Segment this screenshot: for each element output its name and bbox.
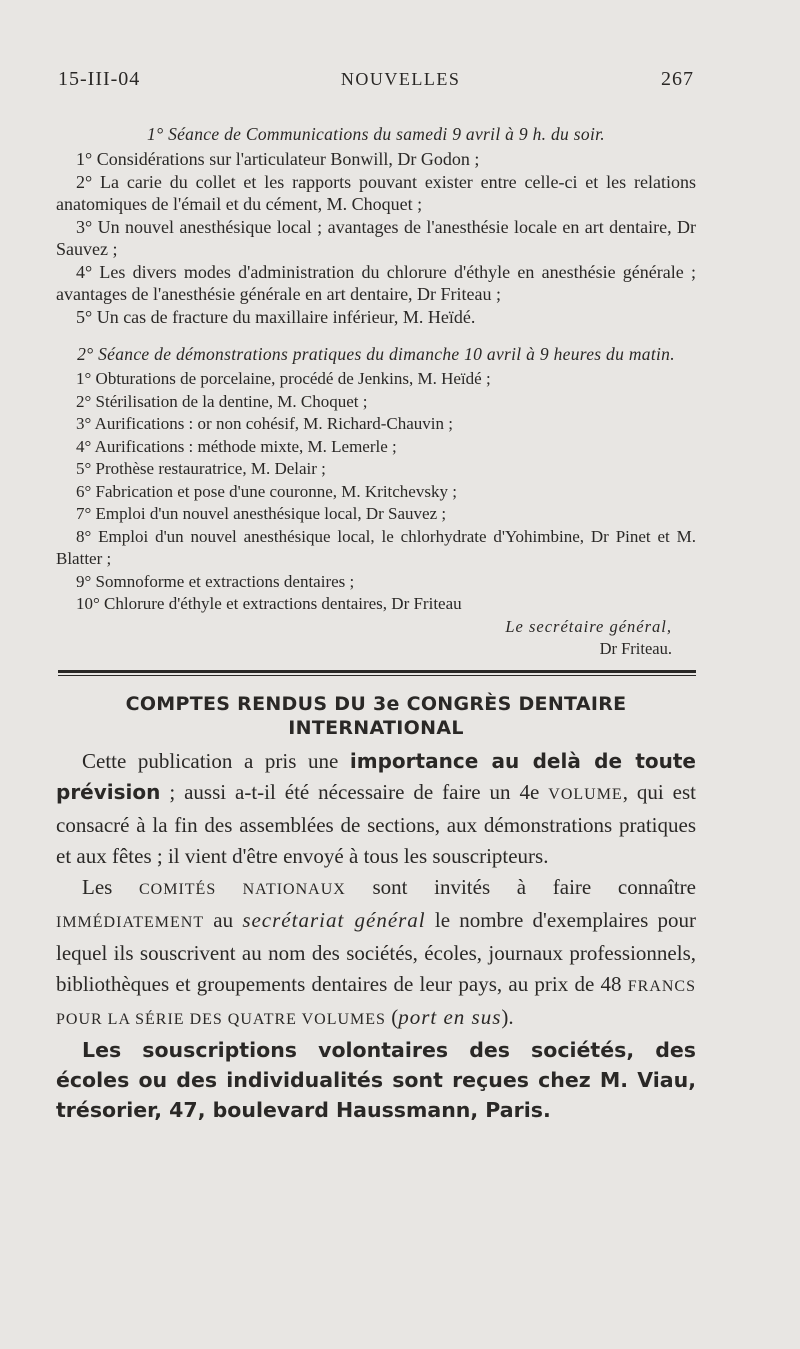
- small-caps-text: COMITÉS NATIONAUX: [138, 880, 346, 898]
- session-1-title: 1° Séance de Communications du samedi 9 avril à 9 h. du soir.: [147, 124, 605, 144]
- text-run: Les: [82, 874, 139, 899]
- session-1-item: 4° Les divers modes d'administration du chlorure d'éthyle en anesthésie générale ; avantages de l'anesthésie générale en art dentaire, Dr Friteau ;: [56, 261, 696, 304]
- announcement-paragraph-1: [56, 746, 696, 872]
- session-2-title: 2° Séance de démonstrations pratiques du dimanche 10 avril à 9 heures du matin.: [77, 344, 675, 364]
- emphasis-text: importance au delà de toute prévision: [56, 748, 696, 804]
- session-1-item: 3° Un nouvel anesthésique local ; avantages de l'anesthésie locale en art dentaire, Dr Sauvez ;: [56, 216, 696, 259]
- page-number: 267: [661, 68, 694, 90]
- text-run: Cette publication a pris une: [82, 748, 350, 773]
- announcement-paragraph-2: [56, 872, 696, 1035]
- text-run: sont invités à faire connaître: [345, 874, 696, 899]
- session-2-item: 5° Prothèse restauratrice, M. Delair ;: [76, 459, 326, 478]
- issue-date: 15-III-04: [58, 68, 141, 90]
- session-2-item: 10° Chlorure d'éthyle et extractions dentaires, Dr Friteau: [76, 594, 462, 613]
- session-2-item: 6° Fabrication et pose d'une couronne, M. Kritchevsky ;: [76, 481, 457, 501]
- small-caps-text: IMMÉDIATEMENT: [56, 913, 205, 931]
- signature-name: Dr Friteau.: [599, 638, 672, 658]
- section-divider: [56, 670, 696, 676]
- italic-text: secrétariat général: [242, 907, 426, 932]
- session-2-item: 1° Obturations de porcelaine, procédé de Jenkins, M. Heïdé ;: [76, 369, 491, 388]
- small-caps-text: VOLUME: [548, 785, 623, 803]
- small-caps-text: FRANCS POUR LA SÉRIE DES QUATRE VOLUMES: [56, 977, 696, 1028]
- running-title: NOUVELLES: [340, 69, 461, 89]
- signature-block: [56, 616, 696, 660]
- text-run: au: [204, 907, 243, 932]
- announcement-paragraph-3: Les souscriptions volontaires des sociétés, des écoles ou des individualités sont reçues chez M. Viau, trésorier, 47, boulevard Haussmann, Paris.: [56, 1037, 696, 1122]
- text-run: , qui est consacré à la fin des assemblées de sections, aux démonstrations pratiques et aux fêtes ; il vient d'être envoyé à tous les souscripteurs.: [56, 779, 696, 868]
- text-run: (: [385, 1004, 399, 1029]
- session-2-item: 3° Aurifications : or non cohésif, M. Richard-Chauvin ;: [76, 414, 453, 433]
- session-2-item: 4° Aurifications : méthode mixte, M. Lemerle ;: [76, 436, 397, 456]
- page-content: [56, 122, 696, 1125]
- session-2-item: 8° Emploi d'un nouvel anesthésique local, le chlorhydrate d'Yohimbine, Dr Pinet et M. Blatter ;: [56, 526, 696, 568]
- session-2-item: 2° Stérilisation de la dentine, M. Choquet ;: [76, 391, 368, 411]
- signature-role: Le secrétaire général,: [505, 616, 672, 636]
- session-1-item: 2° La carie du collet et les rapports pouvant exister entre celle-ci et les relations anatomiques de l'émail et du cément, M. Choquet ;: [56, 171, 696, 214]
- session-2-item: 7° Emploi d'un nouvel anesthésique local, Dr Sauvez ;: [76, 504, 447, 523]
- session-2-item: 9° Somnoforme et extractions dentaires ;: [76, 571, 355, 591]
- text-run: ; aussi a-t-il été nécessaire de faire un 4e: [160, 779, 549, 804]
- text-run: le nombre d'exemplaires pour lequel ils souscrivent au nom des sociétés, écoles, journaux professionnels, bibliothèques et groupements dentaires de leur pays, au prix de 48: [56, 907, 696, 996]
- session-1-item: 1° Considérations sur l'articulateur Bonwill, Dr Godon ;: [76, 149, 480, 169]
- page-header: [58, 68, 694, 91]
- session-1-item: 5° Un cas de fracture du maxillaire inférieur, M. Heïdé.: [76, 306, 476, 327]
- section-heading: COMPTES RENDUS DU 3e CONGRÈS DENTAIRE INTERNATIONAL: [125, 692, 627, 739]
- text-run: ).: [501, 1004, 514, 1029]
- italic-text: port en sus: [398, 1004, 502, 1029]
